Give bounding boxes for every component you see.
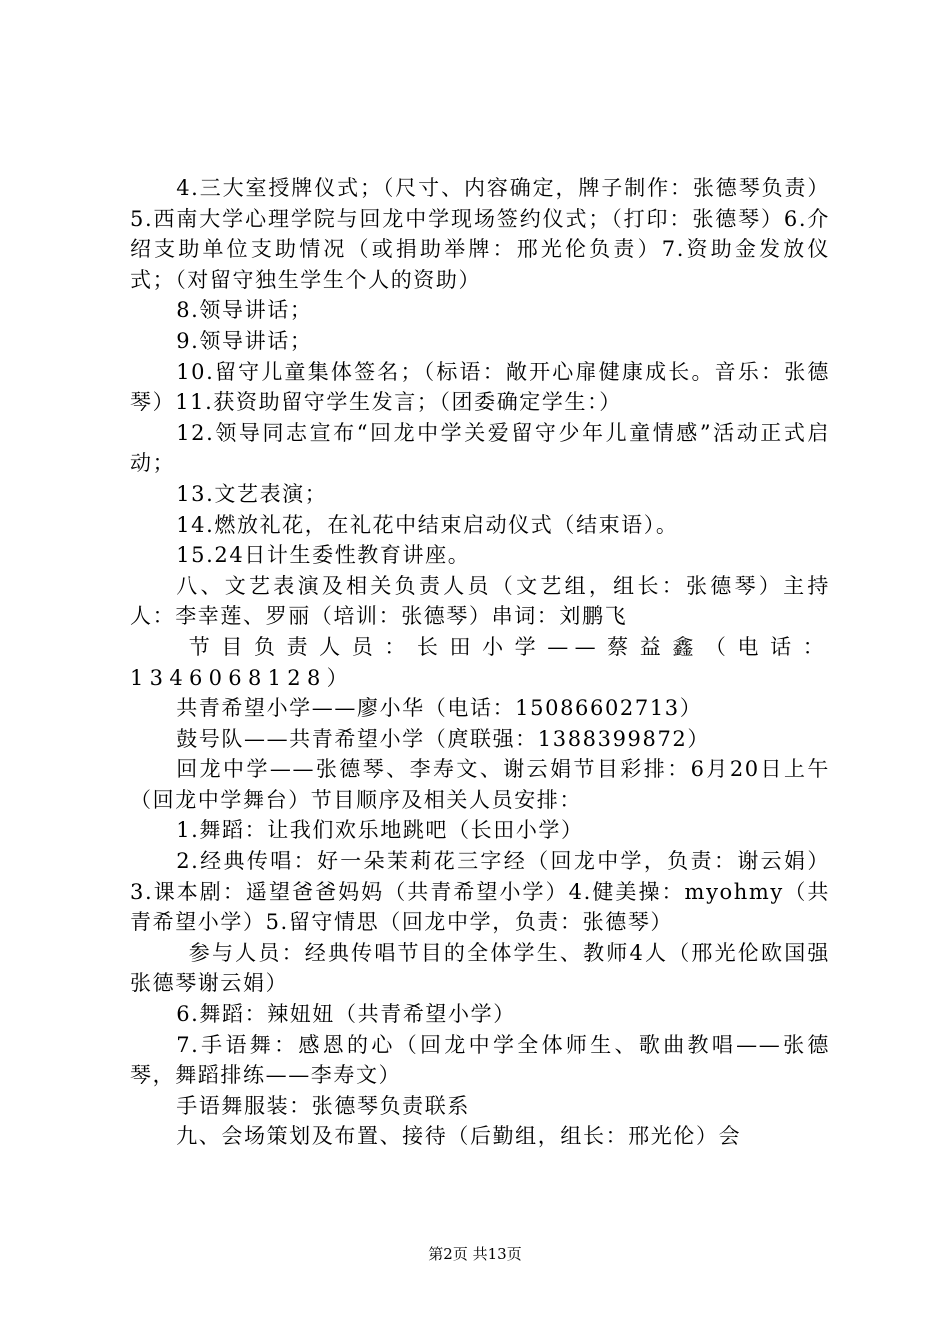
paragraph: 回龙中学——张德琴、李寿文、谢云娟节目彩排：6月20日上午（回龙中学舞台）节目顺序及相关人员安排： [130,757,830,812]
paragraph: 10.留守儿童集体签名；（标语：敞开心扉健康成长。音乐：张德琴）11.获资助留守学生发言；（团委确定学生：） [130,359,830,415]
paragraph: 共青希望小学——廖小华（电话：15086602713） [176,696,703,721]
paragraph: 15.24日计生委性教育讲座。 [176,543,471,568]
paragraph: 6.舞蹈：辣妞妞（共青希望小学） [176,1002,516,1027]
paragraph: 2.经典传唱：好一朵茉莉花三字经（回龙中学，负责：谢云娟）3.课本剧：遥望爸爸妈妈（共青希望小学）4.健美操：myohmy（共青希望小学）5.留守情思（回龙中学，负责：张德琴） [130,849,830,935]
document-body [130,173,830,1152]
paragraph: 1.舞蹈：让我们欢乐地跳吧（长田小学） [176,818,584,843]
paragraph: 鼓号队——共青希望小学（庹联强：1388399872） [176,726,710,751]
page-footer: 第2页 共13页 [428,1245,522,1263]
paragraph: 13.文艺表演； [176,481,328,506]
paragraph: 14.燃放礼花，在礼花中结束启动仪式（结束语）。 [176,512,679,537]
paragraph: 参与人员：经典传唱节目的全体学生、教师4人（邢光伦欧国强张德琴谢云娟） [130,940,830,996]
paragraph: 9.领导讲话； [176,328,313,353]
paragraph: 4.三大室授牌仪式；（尺寸、内容确定，牌子制作：张德琴负责）5.西南大学心理学院与回龙中学现场签约仪式；（打印：张德琴）6.介绍支助单位支助情况（或捐助举牌：邢光伦负责）7.资助金发放仪式；（对留守独生学生个人的资助） [130,176,830,292]
paragraph: 7.手语舞：感恩的心（回龙中学全体师生、歌曲教唱——张德琴，舞蹈排练——李寿文） [130,1032,830,1088]
paragraph: 九、会场策划及布置、接待（后勤组，组长：邢光伦）会 [176,1124,742,1149]
paragraph: 节目负责人员：长田小学——蔡益鑫（电话：1346068128） [130,634,830,690]
paragraph: 8.领导讲话； [176,298,313,323]
paragraph: 八、文艺表演及相关负责人员（文艺组，组长：张德琴）主持人：李幸莲、罗丽（培训：张德琴）串词：刘鹏飞 [130,573,830,629]
paragraph: 12.领导同志宣布“回龙中学关爱留守少年儿童情感”活动正式启动； [130,420,830,476]
paragraph: 手语舞服装：张德琴负责联系 [176,1093,470,1118]
